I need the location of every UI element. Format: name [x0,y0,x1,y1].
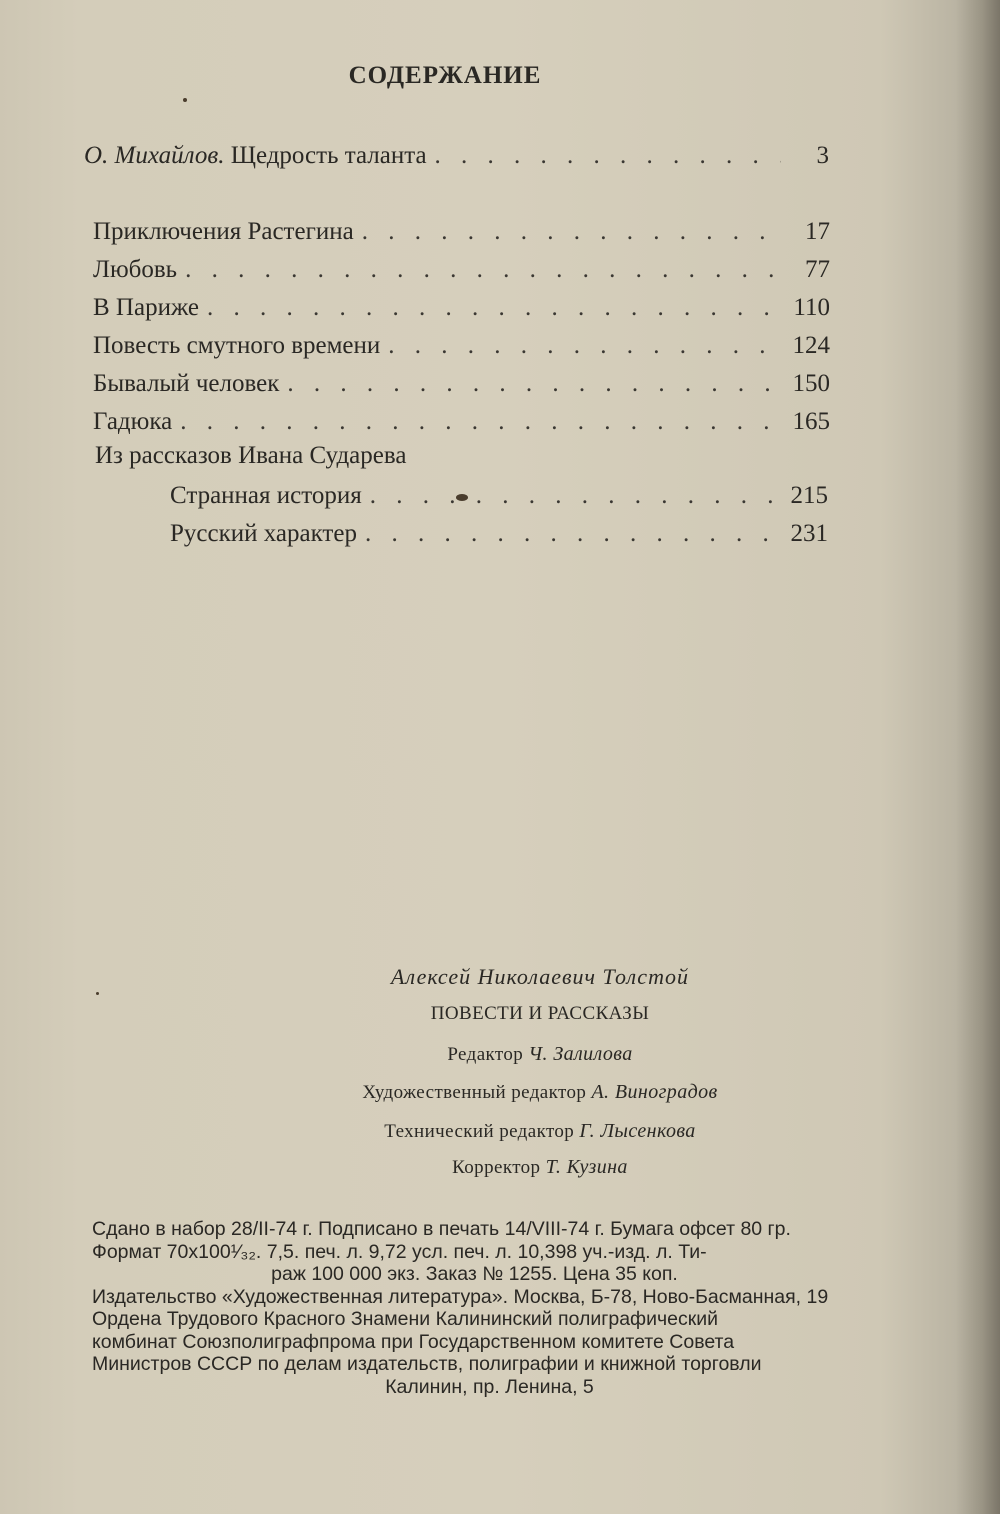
proofreader-label: Корректор [452,1157,541,1178]
toc-entry-title: Гадюка [93,408,173,435]
toc-intro-page: 3 [816,142,829,169]
ink-speck [183,98,187,102]
dot-leader [362,216,782,248]
imprint-line: раж 100 000 экз. Заказ № 1255. Цена 35 коп. [271,1263,678,1285]
proofreader-name: Т. Кузина [545,1156,628,1178]
imprint-line: Калинин, пр. Ленина, 5 [385,1375,594,1398]
toc-row[interactable] [93,254,830,286]
toc-group-title: Из рассказов Ивана Сударева [95,442,407,469]
dot-leader [287,368,782,400]
ink-speck [96,992,99,995]
book-author: Алексей Николаевич Толстой [391,964,689,989]
toc-row[interactable] [93,292,830,324]
toc-entry-page: 77 [805,256,830,283]
imprint-line: Издательство «Художественная литература». Москва, Б-78, Ново-Басманная, 19 [92,1285,829,1308]
toc-entry-page: 165 [792,408,830,435]
toc-row[interactable] [170,480,828,512]
dot-leader [435,140,781,172]
tech-editor-name: Г. Лысенкова [579,1120,696,1142]
book-title-line [0,1003,1000,1025]
proofreader-line [0,1156,1000,1179]
tech-editor-label: Технический редактор [384,1121,575,1142]
dot-leader [388,330,782,362]
toc-row-intro[interactable] [84,140,829,172]
toc-entry-title: В Париже [93,294,199,321]
art-editor-label: Художественный редактор [362,1082,587,1103]
toc-entry-page: 17 [805,218,830,245]
toc-row[interactable] [93,406,830,438]
imprint-block [92,1218,997,1398]
toc-entry-title: Бывалый человек [93,370,280,397]
toc-entry-page: 231 [790,520,828,547]
toc-row[interactable] [93,330,830,362]
dot-leader [207,292,782,324]
dot-leader [185,254,782,286]
art-editor-name: А. Виноградов [591,1081,718,1103]
imprint-line: Формат 70х100¹⁄₃₂. 7,5. печ. л. 9,72 усл. печ. л. 10,398 уч.-изд. л. Ти- [92,1240,707,1263]
toc-row[interactable] [93,216,830,248]
toc-entry-page: 150 [792,370,830,397]
ink-speck [456,494,468,501]
editor-name: Ч. Залилова [528,1043,633,1065]
toc-title: СОДЕРЖАНИЕ [348,62,542,89]
toc-intro-title: Щедрость таланта [230,142,427,169]
imprint-line: комбинат Союзполиграфпрома при Государственном комитете Совета [92,1330,735,1353]
dot-leader [370,480,780,512]
art-editor-line [0,1081,1000,1104]
toc-entry-page: 124 [792,332,830,359]
book-author-line [0,964,1000,990]
toc-intro-author: О. Михайлов. [84,142,225,169]
toc-entry-title: Странная история [170,482,362,509]
book-title: ПОВЕСТИ И РАССКАЗЫ [430,1003,650,1024]
imprint-line: Ордена Трудового Красного Знамени Калининский полиграфический [92,1308,719,1330]
toc-entry-title: Повесть смутного времени [93,332,381,359]
toc-entry-title: Приключения Растегина [93,218,354,245]
toc-entry-title: Любовь [93,256,178,283]
imprint-line: Сдано в набор 28/II-74 г. Подписано в печать 14/VIII-74 г. Бумага офсет 80 гр. [92,1218,791,1240]
dot-leader [180,406,782,438]
editor-line [0,1043,1000,1066]
imprint-line: Министров СССР по делам издательств, полиграфии и книжной торговли [92,1353,762,1375]
editor-label: Редактор [447,1044,524,1065]
toc-intro-label [84,140,427,172]
toc-entry-page: 215 [790,482,828,509]
toc-entry-title: Русский характер [170,520,357,547]
toc-row[interactable] [170,518,828,550]
tech-editor-line [0,1120,1000,1143]
toc-entry-page: 110 [793,294,830,321]
dot-leader [365,518,780,550]
toc-row[interactable] [93,368,830,400]
